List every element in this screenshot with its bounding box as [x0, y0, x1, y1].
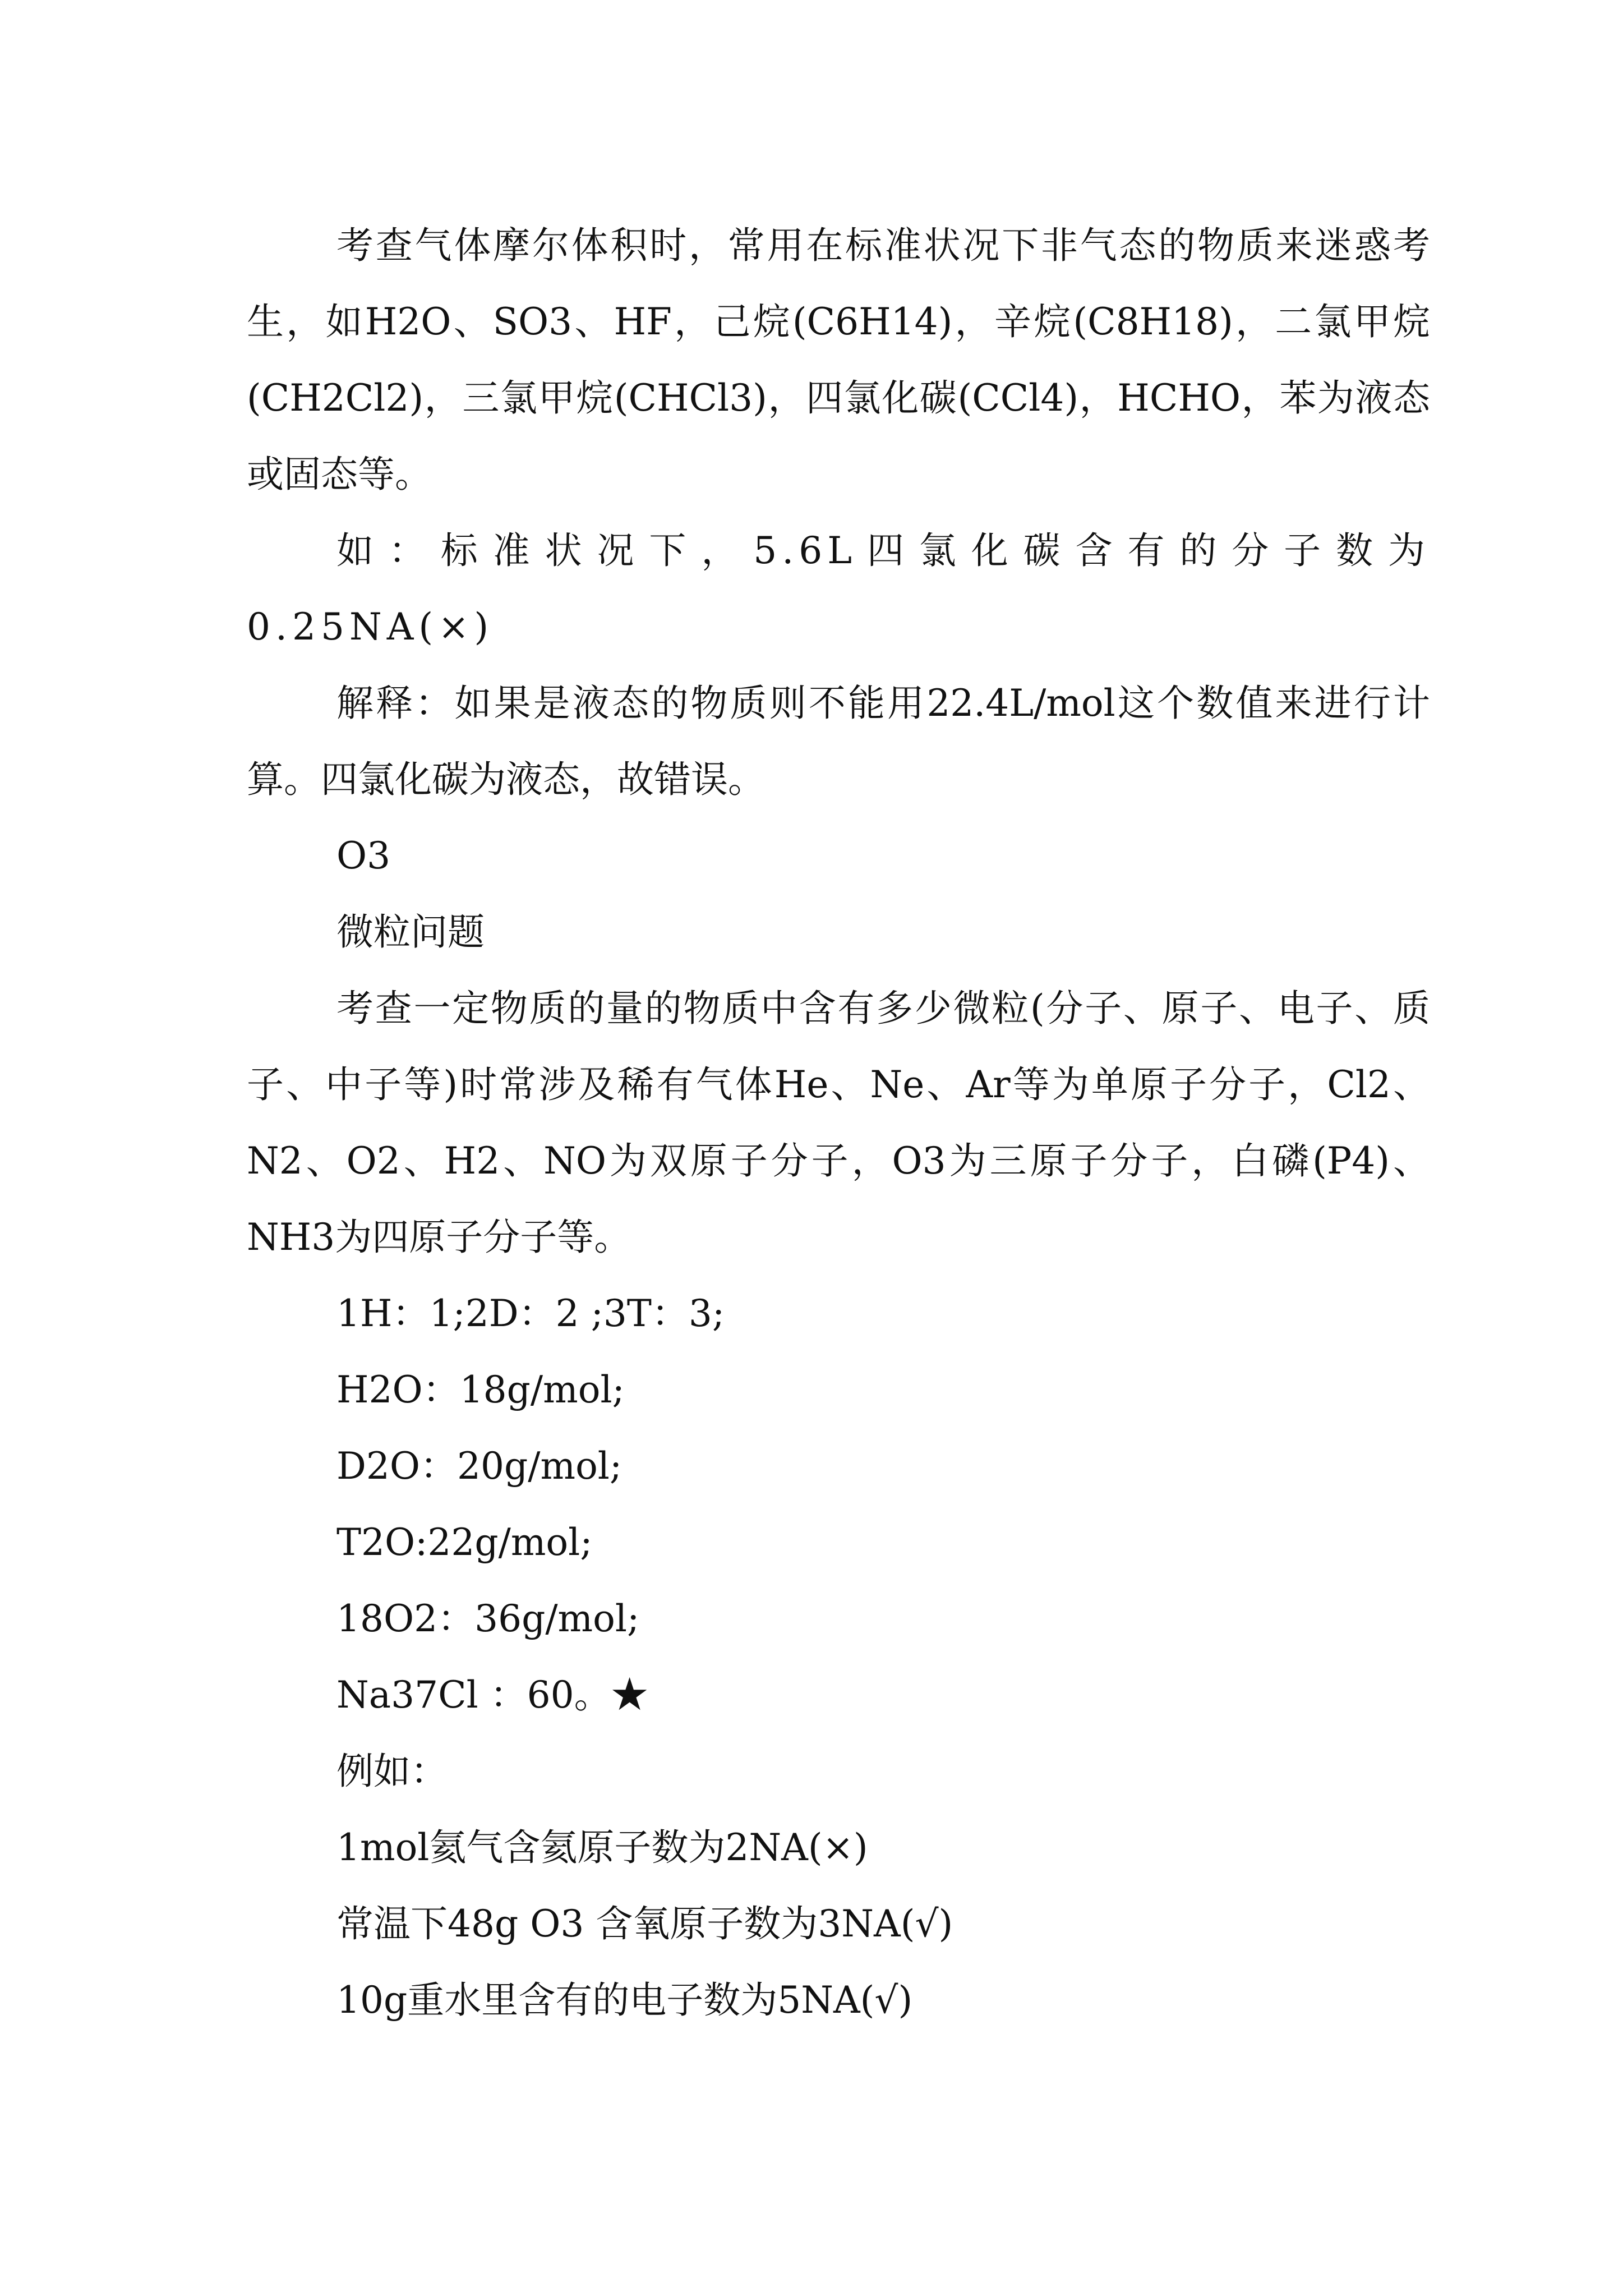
document-body	[247, 208, 1430, 2039]
molar-mass-h2o: H2O：18g/mol;	[336, 1368, 625, 1411]
example-ozone: 常温下48g O3 含氧原子数为3NA(√)	[336, 1902, 953, 1945]
molar-mass-d2o: D2O：20g/mol;	[336, 1444, 623, 1488]
examples-label: 例如：	[336, 1750, 448, 1793]
example-heavy-water: 10g重水里含有的电子数为5NA(√)	[336, 1978, 913, 2022]
paragraph-gas-molar-volume: 考查气体摩尔体积时，常用在标准状况下非气态的物质来迷惑考生，如H2O、SO3、HF，己烷(C6H14)，辛烷(C8H18)，二氯甲烷(CH2Cl2)，三氯甲烷(CHCl3)，四氯化碳(CCl4)，HCHO，苯为液态或固态等。	[247, 224, 1430, 496]
section-heading: 微粒问题	[336, 910, 485, 954]
molar-mass-na37cl: Na37Cl ：60。★	[336, 1673, 648, 1717]
paragraph-explanation: 解释：如果是液态的物质则不能用22.4L/mol这个数值来进行计算。四氯化碳为液态，故错误。	[247, 682, 1430, 801]
isotope-line: 1H：1;2D：2 ;3T：3;	[336, 1292, 725, 1335]
molar-mass-t2o: T2O:22g/mol;	[336, 1521, 593, 1564]
paragraph-particles: 考查一定物质的量的物质中含有多少微粒(分子、原子、电子、质子、中子等)时常涉及稀有气体He、Ne、Ar等为单原子分子，Cl2、N2、O2、H2、NO为双原子分子，O3为三原子分子，白磷(P4)、NH3为四原子分子等。	[247, 987, 1430, 1259]
molar-mass-18o2: 18O2：36g/mol;	[336, 1597, 640, 1640]
paragraph-example-ccl4: 如：标准状况下，5.6L四氯化碳含有的分子数为0.25NA(×)	[247, 529, 1430, 648]
example-helium: 1mol氦气含氦原子数为2NA(×)	[336, 1826, 868, 1869]
section-number: O3	[336, 834, 391, 877]
